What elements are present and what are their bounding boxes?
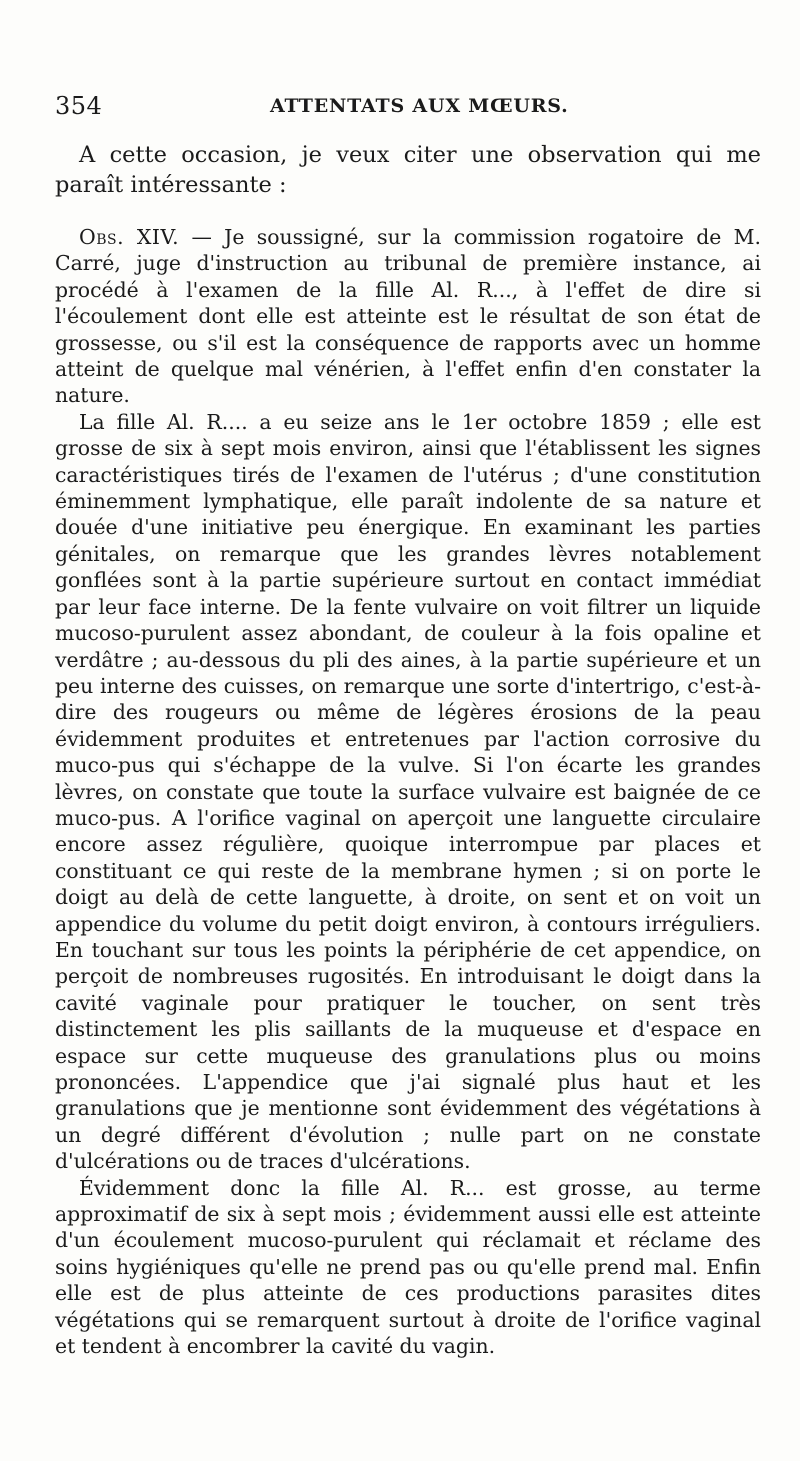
page-number: 354 [55, 92, 103, 120]
body-text [55, 140, 761, 1359]
page-header [55, 92, 755, 122]
conclusion-paragraph: Évidemment donc la fille Al. R... est grosse, au terme approximatif de six à sept mois ; évidemment aussi elle est atteinte d'un écoulement mucoso-purulent qui réclamait et réclame des soins hygiéniques qu'elle ne prend pas ou qu'elle prend mal. Enfin elle est de plus atteinte de ces productions parasites dites végétations qui se remarquent surtout à droite de l'orifice vaginal et tendent à encombrer la cavité du vagin. [55, 1175, 761, 1359]
running-title: ATTENTATS AUX MŒURS. [270, 95, 569, 117]
examination-paragraph: La fille Al. R.... a eu seize ans le 1er octobre 1859 ; elle est grosse de six à sept mois environ, ainsi que l'établissent les signes caractéristiques tirés de l'examen de l'utérus ; d'une constitution éminemment lymphatique, elle paraît indolente de sa nature et douée d'une initiative peu énergique. En examinant les parties génitales, on remarque que les grandes lèvres notablement gonflées sont à la partie supérieure surtout en contact immédiat par leur face interne. De la fente vulvaire on voit filtrer un liquide mucoso-purulent assez abondant, de couleur à la fois opaline et verdâtre ; au-dessous du pli des aines, à la partie supérieure et un peu interne des cuisses, on remarque une sorte d'intertrigo, c'est-à-dire des rougeurs ou même de légères érosions de la peau évidemment produites et entretenues par l'action corrosive du muco-pus qui s'échappe de la vulve. Si l'on écarte les grandes lèvres, on constate que toute la surface vulvaire est baignée de ce muco-pus. A l'orifice vaginal on aperçoit une languette circulaire encore assez régulière, quoique interrompue par places et constituant ce qui reste de la membrane hymen ; si on porte le doigt au delà de cette languette, à droite, on sent et on voit un appendice du volume du petit doigt environ, à contours irréguliers. En touchant sur tous les points la périphérie de cet appendice, on perçoit de nombreuses rugosités. En introduisant le doigt dans la cavité vaginale pour pratiquer le toucher, on sent très distinctement les plis saillants de la muqueuse et d'espace en espace sur cette muqueuse des granulations plus ou moins prononcées. L'appendice que j'ai signalé plus haut et les granulations que je mentionne sont évidemment des végétations à un degré différent d'évolution ; nulle part on ne constate d'ulcérations ou de traces d'ulcérations. [55, 409, 761, 1174]
observation-label: Obs. XIV. [79, 225, 180, 249]
observation-paragraph [55, 224, 761, 409]
intro-paragraph: A cette occasion, je veux citer une observation qui me paraît intéressante : [55, 142, 761, 198]
observation-text: — Je soussigné, sur la commission rogatoire de M. Carré, juge d'instruction au tribunal de première instance, ai procédé à l'examen de la fille Al. R..., à l'effet de dire si l'écoulement dont elle est atteinte est le résultat de son état de grossesse, ou s'il est la conséquence de rapports avec un homme atteint de quelque mal vénérien, à l'effet enfin d'en constater la nature. [55, 225, 762, 408]
